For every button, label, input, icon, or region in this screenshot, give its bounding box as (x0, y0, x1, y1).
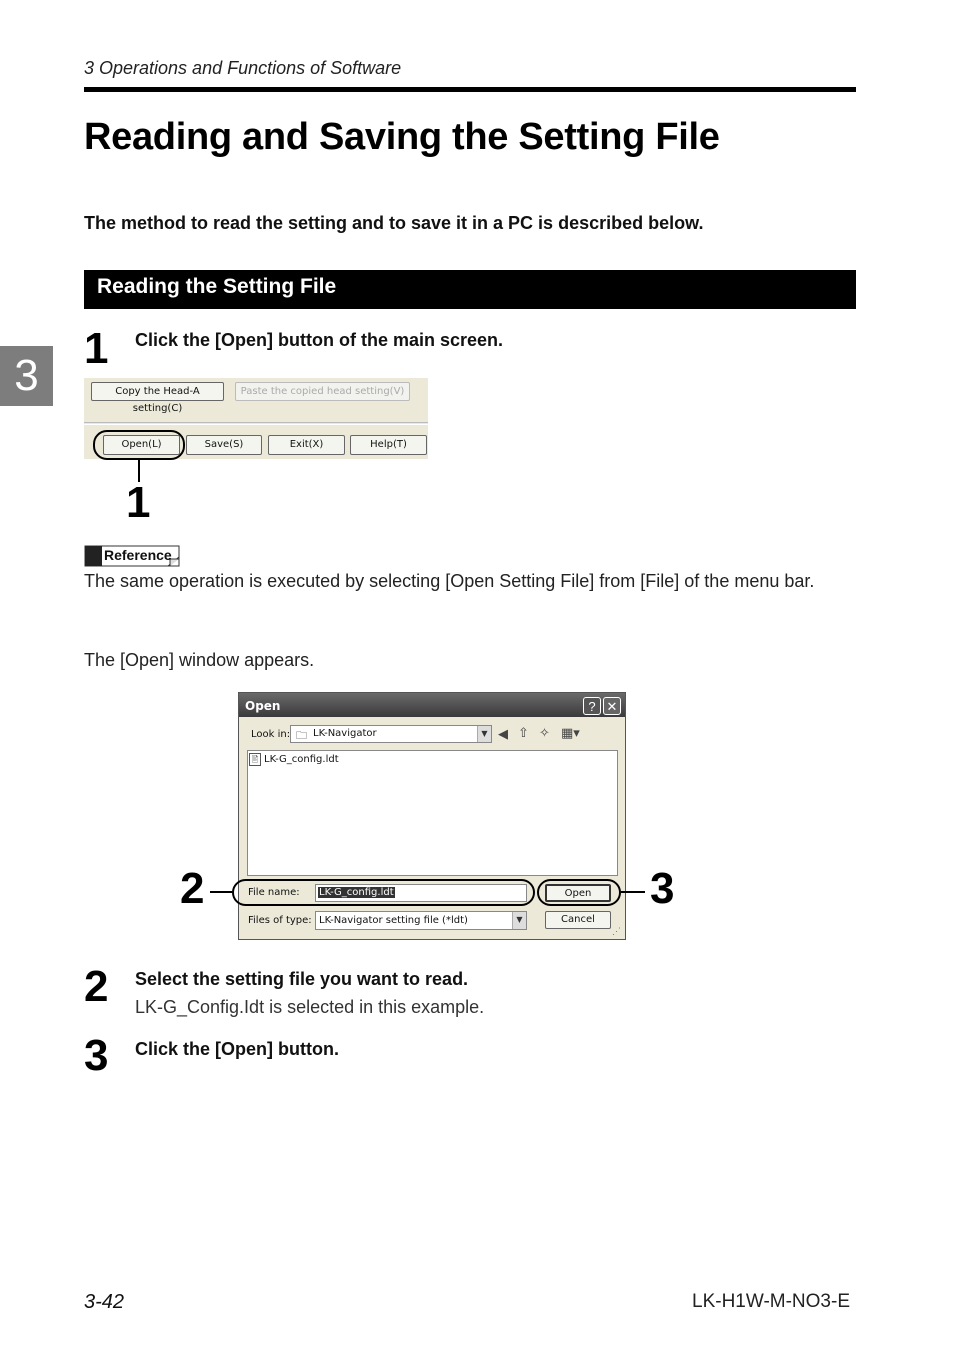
exit-button[interactable]: Exit(X) (268, 435, 345, 455)
help-button[interactable]: Help(T) (350, 435, 427, 455)
file-name-value: LK-G_config.ldt (319, 887, 394, 898)
callout-line-3 (621, 891, 645, 893)
step-number-1: 1 (84, 324, 109, 373)
chapter-tab: 3 (0, 346, 53, 406)
copy-head-setting-button[interactable]: Copy the Head-A setting(C) (91, 382, 224, 401)
up-folder-icon[interactable]: ⇧ (518, 726, 529, 741)
callout-oval-1 (93, 430, 185, 460)
step-text-3: Click the [Open] button. (135, 1039, 339, 1059)
step-text-2: Select the setting file you want to read. (135, 969, 469, 989)
callout-line-2 (210, 891, 232, 893)
look-in-combo[interactable] (290, 725, 492, 743)
open-window-text: The [Open] window appears. (84, 650, 315, 670)
files-of-type-combo[interactable] (315, 911, 527, 930)
files-of-type-label: Files of type: (248, 915, 312, 926)
folder-icon: 🗀 (296, 729, 307, 742)
dialog-open-button[interactable]: Open (545, 884, 611, 902)
file-name-label: File name: (248, 887, 300, 898)
running-header: 3 Operations and Functions of Software (84, 58, 402, 78)
callout-oval-2 (232, 879, 535, 906)
page-number: 3-42 (84, 1291, 125, 1313)
page-title: Reading and Saving the Setting File (84, 116, 720, 158)
resize-grip-icon[interactable]: ⋰ (612, 926, 621, 936)
file-item[interactable]: LK-G_config.ldt (264, 754, 339, 765)
section-title: Reading the Setting File (97, 275, 337, 298)
view-menu-icon[interactable]: ▦▾ (561, 726, 580, 741)
dialog-close-button[interactable]: ✕ (603, 697, 621, 715)
callout-number-1: 1 (126, 478, 151, 527)
file-list[interactable] (247, 750, 618, 876)
reference-label: Reference (104, 547, 172, 563)
chevron-down-icon: ▼ (477, 726, 491, 742)
dialog-cancel-button[interactable]: Cancel (545, 911, 611, 929)
look-in-label: Look in: (251, 729, 291, 740)
step-subtext-2: LK-G_Config.Idt is selected in this example. (135, 997, 485, 1017)
file-icon: 🖹 (249, 753, 261, 766)
look-in-value: LK-Navigator (313, 728, 377, 739)
callout-oval-3 (537, 879, 621, 906)
files-of-type-value: LK-Navigator setting file (*ldt) (319, 915, 468, 926)
step-number-3: 3 (84, 1031, 109, 1080)
save-button[interactable]: Save(S) (186, 435, 262, 455)
divider (84, 422, 428, 423)
dialog-help-button[interactable]: ? (583, 697, 601, 715)
dialog-title: Open (245, 699, 281, 713)
new-folder-icon[interactable]: ✧ (539, 726, 550, 741)
step-number-2: 2 (84, 962, 109, 1011)
chevron-down-icon: ▼ (512, 912, 526, 929)
callout-number-2: 2 (180, 864, 205, 913)
back-icon[interactable]: ◀ (498, 727, 508, 742)
intro-text: The method to read the setting and to save it in a PC is described below. (84, 213, 704, 233)
callout-number-3: 3 (650, 864, 675, 913)
document-id: LK-H1W-M-NO3-E (692, 1291, 850, 1312)
divider (84, 424, 428, 425)
reference-text: The same operation is executed by selecting [Open Setting File] from [File] of the menu bar. (84, 571, 815, 591)
paste-head-setting-button[interactable]: Paste the copied head setting(V) (235, 382, 410, 401)
open-button[interactable]: Open(L) (103, 435, 180, 455)
header-rule (84, 87, 856, 92)
step-text-1: Click the [Open] button of the main screen. (135, 330, 504, 350)
dialog-titlebar (239, 693, 625, 717)
